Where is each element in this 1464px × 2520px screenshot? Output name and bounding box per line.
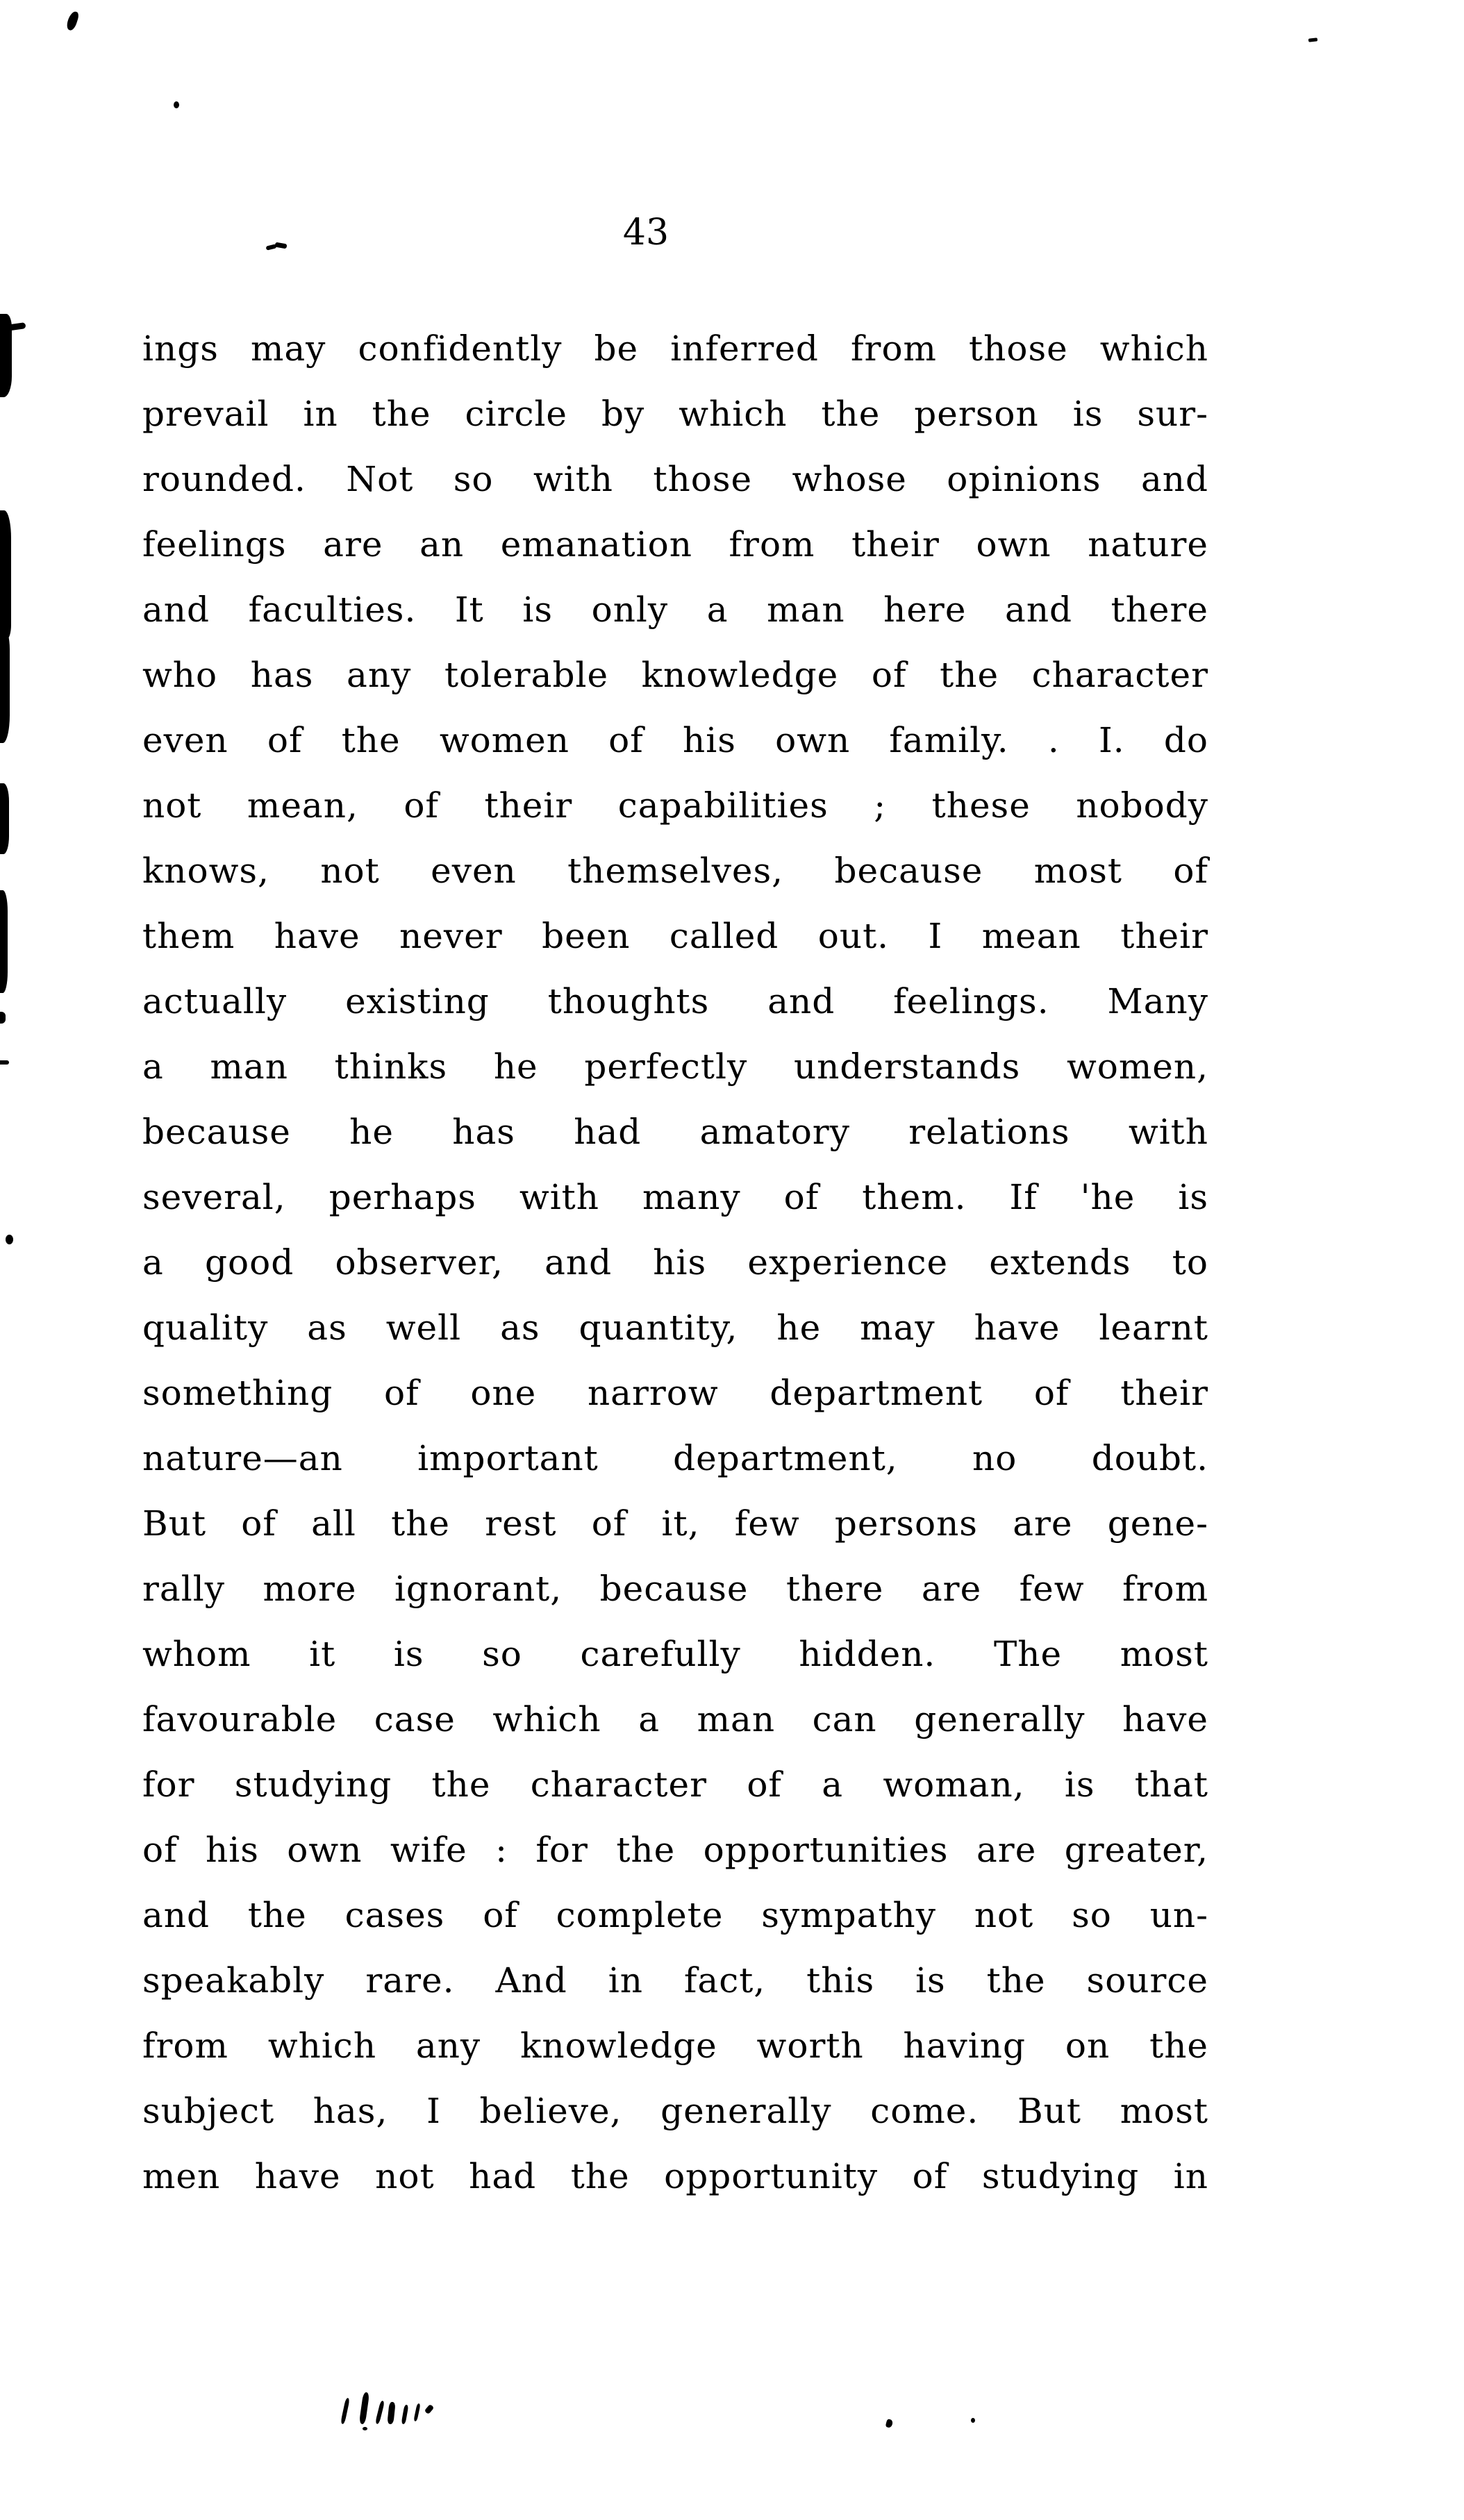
text-line: But of all the rest of it, few persons are gene- <box>142 1503 1208 1544</box>
text-line: from which any knowledge worth having on the <box>142 2026 1208 2066</box>
ink-speck <box>0 1060 9 1065</box>
text-line: of his own wife : for the opportunities are greater, <box>142 1830 1208 1870</box>
text-line: rounded. Not so with those whose opinions and <box>142 459 1208 499</box>
ink-blot <box>0 783 9 854</box>
text-line: rally more ignorant, because there are few from <box>142 1569 1208 1609</box>
ink-speck <box>971 2418 975 2423</box>
text-line: ings may confidently be inferred from those which <box>142 328 1208 369</box>
ink-blot <box>0 314 12 397</box>
ink-speck <box>0 1012 6 1024</box>
text-line: prevail in the circle by which the person is sur- <box>142 394 1208 434</box>
text-line: even of the women of his own family. . I. do <box>142 720 1208 760</box>
ink-speck <box>65 10 80 32</box>
ink-speck <box>885 2419 894 2428</box>
text-line: nature—an important department, no doubt. <box>142 1438 1208 1478</box>
text-line: men have not had the opportunity of studying in <box>142 2156 1208 2196</box>
text-line: knows, not even themselves, because most of <box>142 851 1208 891</box>
text-line: for studying the character of a woman, is that <box>142 1764 1208 1805</box>
text-line: them have never been called out. I mean their <box>142 916 1208 956</box>
text-line: whom it is so carefully hidden. The most <box>142 1634 1208 1674</box>
text-line: not mean, of their capabilities ; these nobody <box>142 785 1208 826</box>
text-line: subject has, I believe, generally come. But most <box>142 2091 1208 2131</box>
text-line: feelings are an emanation from their own nature <box>142 524 1208 565</box>
text-line: speakably rare. And in fact, this is the source <box>142 1960 1208 2001</box>
text-line: and faculties. It is only a man here and there <box>142 590 1208 630</box>
page-number: 43 <box>622 212 669 253</box>
stamp-smudge <box>342 2391 442 2430</box>
ink-speck <box>6 1235 13 1244</box>
body-text <box>142 316 1208 2209</box>
text-line: a man thinks he perfectly understands women, <box>142 1046 1208 1087</box>
text-line: a good observer, and his experience extends to <box>142 1242 1208 1283</box>
text-line: actually existing thoughts and feelings. Many <box>142 981 1208 1021</box>
text-line: something of one narrow department of their <box>142 1373 1208 1413</box>
ink-speck <box>1308 37 1317 42</box>
ink-blot <box>0 628 10 743</box>
ink-blot <box>0 510 11 639</box>
text-line: quality as well as quantity, he may have learnt <box>142 1308 1208 1348</box>
ink-blot <box>0 890 8 993</box>
text-line: because he has had amatory relations with <box>142 1112 1208 1152</box>
text-line: who has any tolerable knowledge of the character <box>142 655 1208 695</box>
text-line: and the cases of complete sympathy not so un- <box>142 1895 1208 1935</box>
text-line: favourable case which a man can generally have <box>142 1699 1208 1739</box>
ink-squiggle <box>266 242 290 252</box>
text-line: several, perhaps with many of them. If 'he is <box>142 1177 1208 1217</box>
ink-speck <box>174 101 179 108</box>
